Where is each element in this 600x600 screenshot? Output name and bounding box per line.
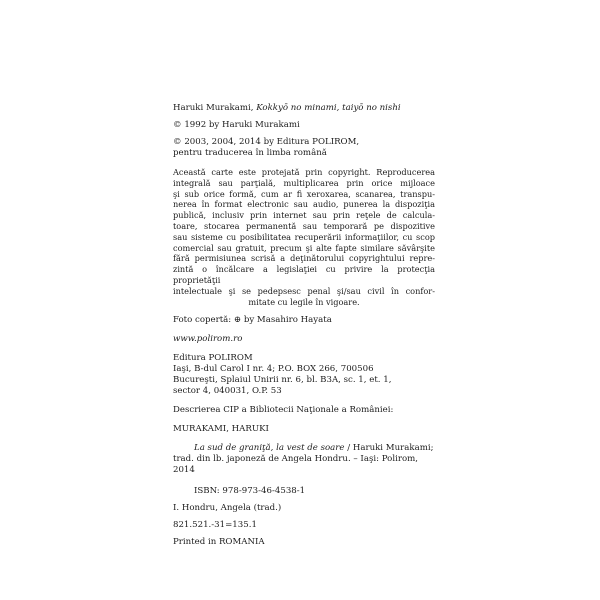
cip-line: trad. din lb. japoneză de Angela Hondru. – Iaşi: Polirom, [173,454,419,465]
legal-notice-line: nerea în format electronic sau audio, punerea la dispoziţia [173,199,435,210]
publisher-address [173,353,435,397]
cip-title: La sud de graniţă, la vest de soare [194,443,345,454]
cip-record [173,443,435,454]
classification-code: 821.521.-31=135.1 [173,520,257,531]
legal-notice-line: intelectuale şi se pedepsesc penal şi/sau civil în confor- [173,285,435,296]
translator-entry: I. Hondru, Angela (trad.) [173,503,282,514]
website-link[interactable]: www.polirom.ro [173,334,243,345]
legal-notice-line: integrală sau parţială, multiplicarea prin orice mijloace [173,177,435,188]
original-title-line [173,103,435,114]
legal-notice-line: şi sub orice formă, cum ar fi xeroxarea, scanarea, transpu- [173,188,435,199]
address-line: sector 4, 040031, O.P. 53 [173,386,282,397]
address-line: Bucureşti, Splaiul Unirii nr. 6, bl. B3A, sc. 1, et. 1, [173,375,392,386]
cip-author: MURAKAMI, HARUKI [173,424,269,435]
legal-notice-line: publică, inclusiv prin internet sau prin reţele de calcula- [173,210,435,221]
cip-title-rest: / Haruki Murakami; [344,443,434,454]
legal-notice-line: fără permisiunea scrisă a deţinătorului copyrightului repre- [173,253,435,264]
copyright-publisher-line: pentru traducerea în limba română [173,148,327,158]
copyright-page [173,103,435,548]
legal-notice-line: toare, stocarea permanentă sau temporară pe dispozitive [173,220,435,231]
legal-notice-line: mitate cu legile în vigoare. [248,296,360,307]
legal-notice-line: sau sisteme cu posibilitatea recuperării informaţiilor, cu scop [173,231,435,242]
printed-in: Printed in ROMANIA [173,537,265,548]
cip-line: 2014 [173,465,195,476]
legal-notice-line: Această carte este protejată prin copyright. Reproducerea [173,167,435,177]
copyright-publisher [173,137,435,159]
original-title: Kokkyō no minami, taiyō no nishi [256,103,401,113]
original-author: Haruki Murakami, [173,103,257,113]
copyright-author: © 1992 by Haruki Murakami [173,120,300,130]
legal-notice-line: comercial sau gratuit, precum şi alte fapte similare săvârşite [173,242,435,253]
isbn: ISBN: 978-973-46-4538-1 [194,486,306,497]
publisher-name: Editura POLIROM [173,353,253,364]
cip-heading: Descrierea CIP a Bibliotecii Naţionale a României: [173,405,394,416]
legal-notice-line: zintă o încălcare a legislaţiei cu privire la protecţia proprietăţii [173,264,435,285]
copyright-publisher-line: © 2003, 2004, 2014 by Editura POLIROM, [173,137,360,147]
cover-photo-credit: Foto copertă: ⊕ by Masahiro Hayata [173,315,332,326]
address-line: Iaşi, B-dul Carol I nr. 4; P.O. BOX 266, 700506 [173,364,374,375]
cip-title-line [194,443,435,454]
legal-notice [173,167,435,307]
